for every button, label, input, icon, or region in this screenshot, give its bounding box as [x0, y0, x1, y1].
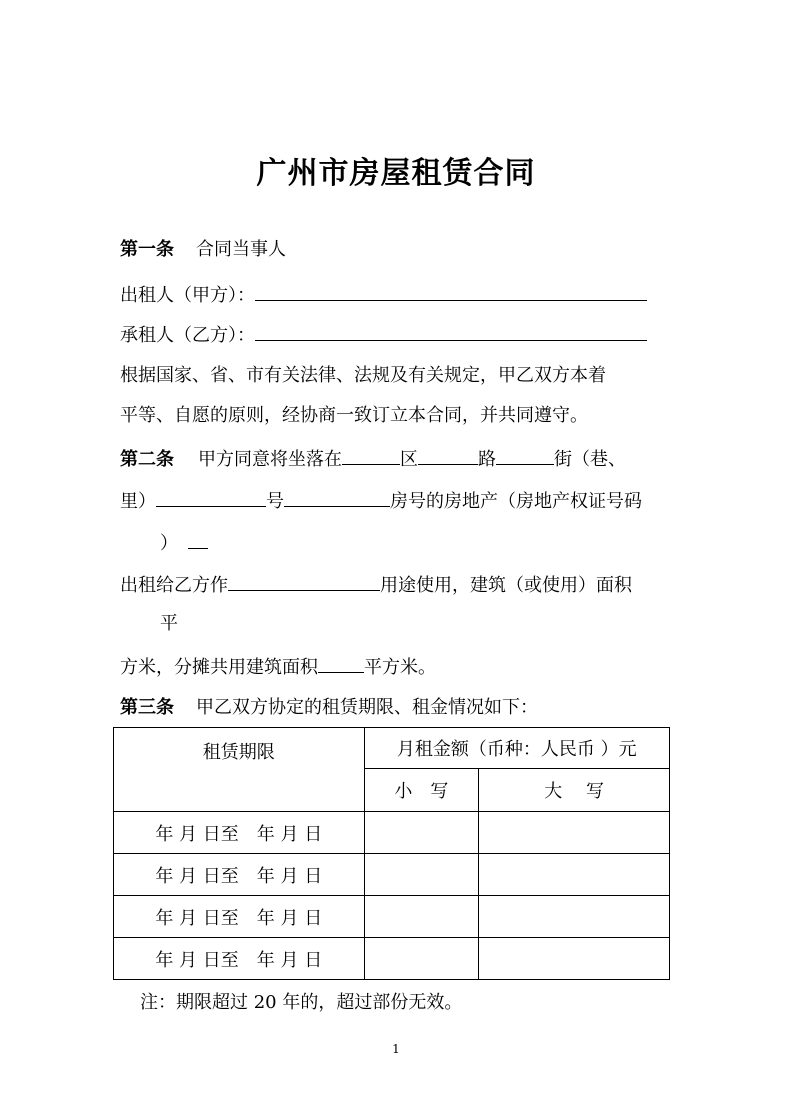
- lessor-label: 出租人（甲方）：: [120, 285, 255, 306]
- rent-table-header-row: [114, 728, 670, 769]
- rent-amount-header: 月租金额（币种：人民币 ）元: [364, 728, 669, 769]
- lessee-blank: [255, 322, 647, 341]
- period-cell: 年 月 日至 年 月 日: [114, 854, 365, 896]
- article-3-text: 甲乙双方协定的租赁期限、租金情况如下：: [196, 697, 538, 718]
- article-2-line-4: [120, 572, 632, 598]
- lessor-line: [120, 282, 647, 308]
- lease-to-text: 出租给乙方作: [120, 575, 228, 596]
- article-1-label: 第一条: [120, 239, 174, 260]
- article-1-line: [120, 238, 286, 262]
- document-title: 广州市房屋租赁合同: [256, 156, 536, 191]
- table-row: [114, 896, 670, 938]
- lessor-blank: [255, 282, 647, 301]
- small-amount-cell: [364, 896, 479, 938]
- big-amount-cell: [479, 854, 670, 896]
- period-cell: 年 月 日至 年 月 日: [114, 938, 365, 980]
- table-row: [114, 938, 670, 980]
- shared-area-blank: [318, 654, 364, 673]
- number-word: 号: [266, 491, 284, 512]
- street-blank: [496, 446, 554, 465]
- period-cell: 年 月 日至 年 月 日: [114, 812, 365, 854]
- big-amount-cell: [479, 938, 670, 980]
- paren-close: ）: [160, 533, 178, 554]
- district-word: 区: [400, 449, 418, 470]
- cert-number-blank: [188, 530, 208, 549]
- period-header: 租赁期限: [114, 728, 365, 812]
- sqm-word: 平方米。: [364, 657, 436, 678]
- usage-area-text: 用途使用，建筑（或使用）面积: [380, 575, 632, 596]
- lane-word: 里）: [120, 491, 156, 512]
- road-word: 路: [478, 449, 496, 470]
- street-word: 街（巷、: [554, 449, 626, 470]
- rent-table: [113, 727, 670, 980]
- small-amount-cell: [364, 812, 479, 854]
- lessee-label: 承租人（乙方）：: [120, 325, 255, 346]
- usage-blank: [228, 572, 380, 591]
- big-amount-cell: [479, 812, 670, 854]
- article-2-text: 甲方同意将坐落在: [198, 449, 342, 470]
- preamble-line-2: 平等、自愿的原则，经协商一致订立本合同，并共同遵守。: [120, 405, 588, 426]
- article-2-line-3: [160, 530, 208, 556]
- page-number: 1: [392, 1042, 400, 1056]
- article-2-line-2: [120, 488, 642, 514]
- table-row: [114, 812, 670, 854]
- article-2-line-6: [120, 654, 436, 680]
- table-row: [114, 854, 670, 896]
- shared-area-text: 方米，分摊共用建筑面积: [120, 657, 318, 678]
- article-2-label: 第二条: [120, 449, 174, 470]
- preamble-line-1: 根据国家、省、市有关法律、法规及有关规定，甲乙双方本着: [120, 365, 606, 386]
- district-blank: [342, 446, 400, 465]
- lessee-line: [120, 322, 647, 348]
- property-cert-text: 房号的房地产（房地产权证号码: [390, 491, 642, 512]
- number-blank: [284, 488, 390, 507]
- lane-blank: [156, 488, 266, 507]
- article-2-line-5: 平: [160, 613, 178, 634]
- period-cell: 年 月 日至 年 月 日: [114, 896, 365, 938]
- article-3-label: 第三条: [120, 697, 174, 718]
- article-2-line-1: [120, 446, 626, 472]
- article-3-line: [120, 696, 538, 720]
- big-amount-cell: [479, 896, 670, 938]
- article-1-text: 合同当事人: [196, 239, 286, 260]
- small-amount-cell: [364, 854, 479, 896]
- small-amount-header: 小 写: [364, 769, 479, 812]
- big-amount-header: 大 写: [479, 769, 670, 812]
- term-note: 注：期限超过 20 年的，超过部份无效。: [140, 992, 463, 1013]
- small-amount-cell: [364, 938, 479, 980]
- road-blank: [418, 446, 478, 465]
